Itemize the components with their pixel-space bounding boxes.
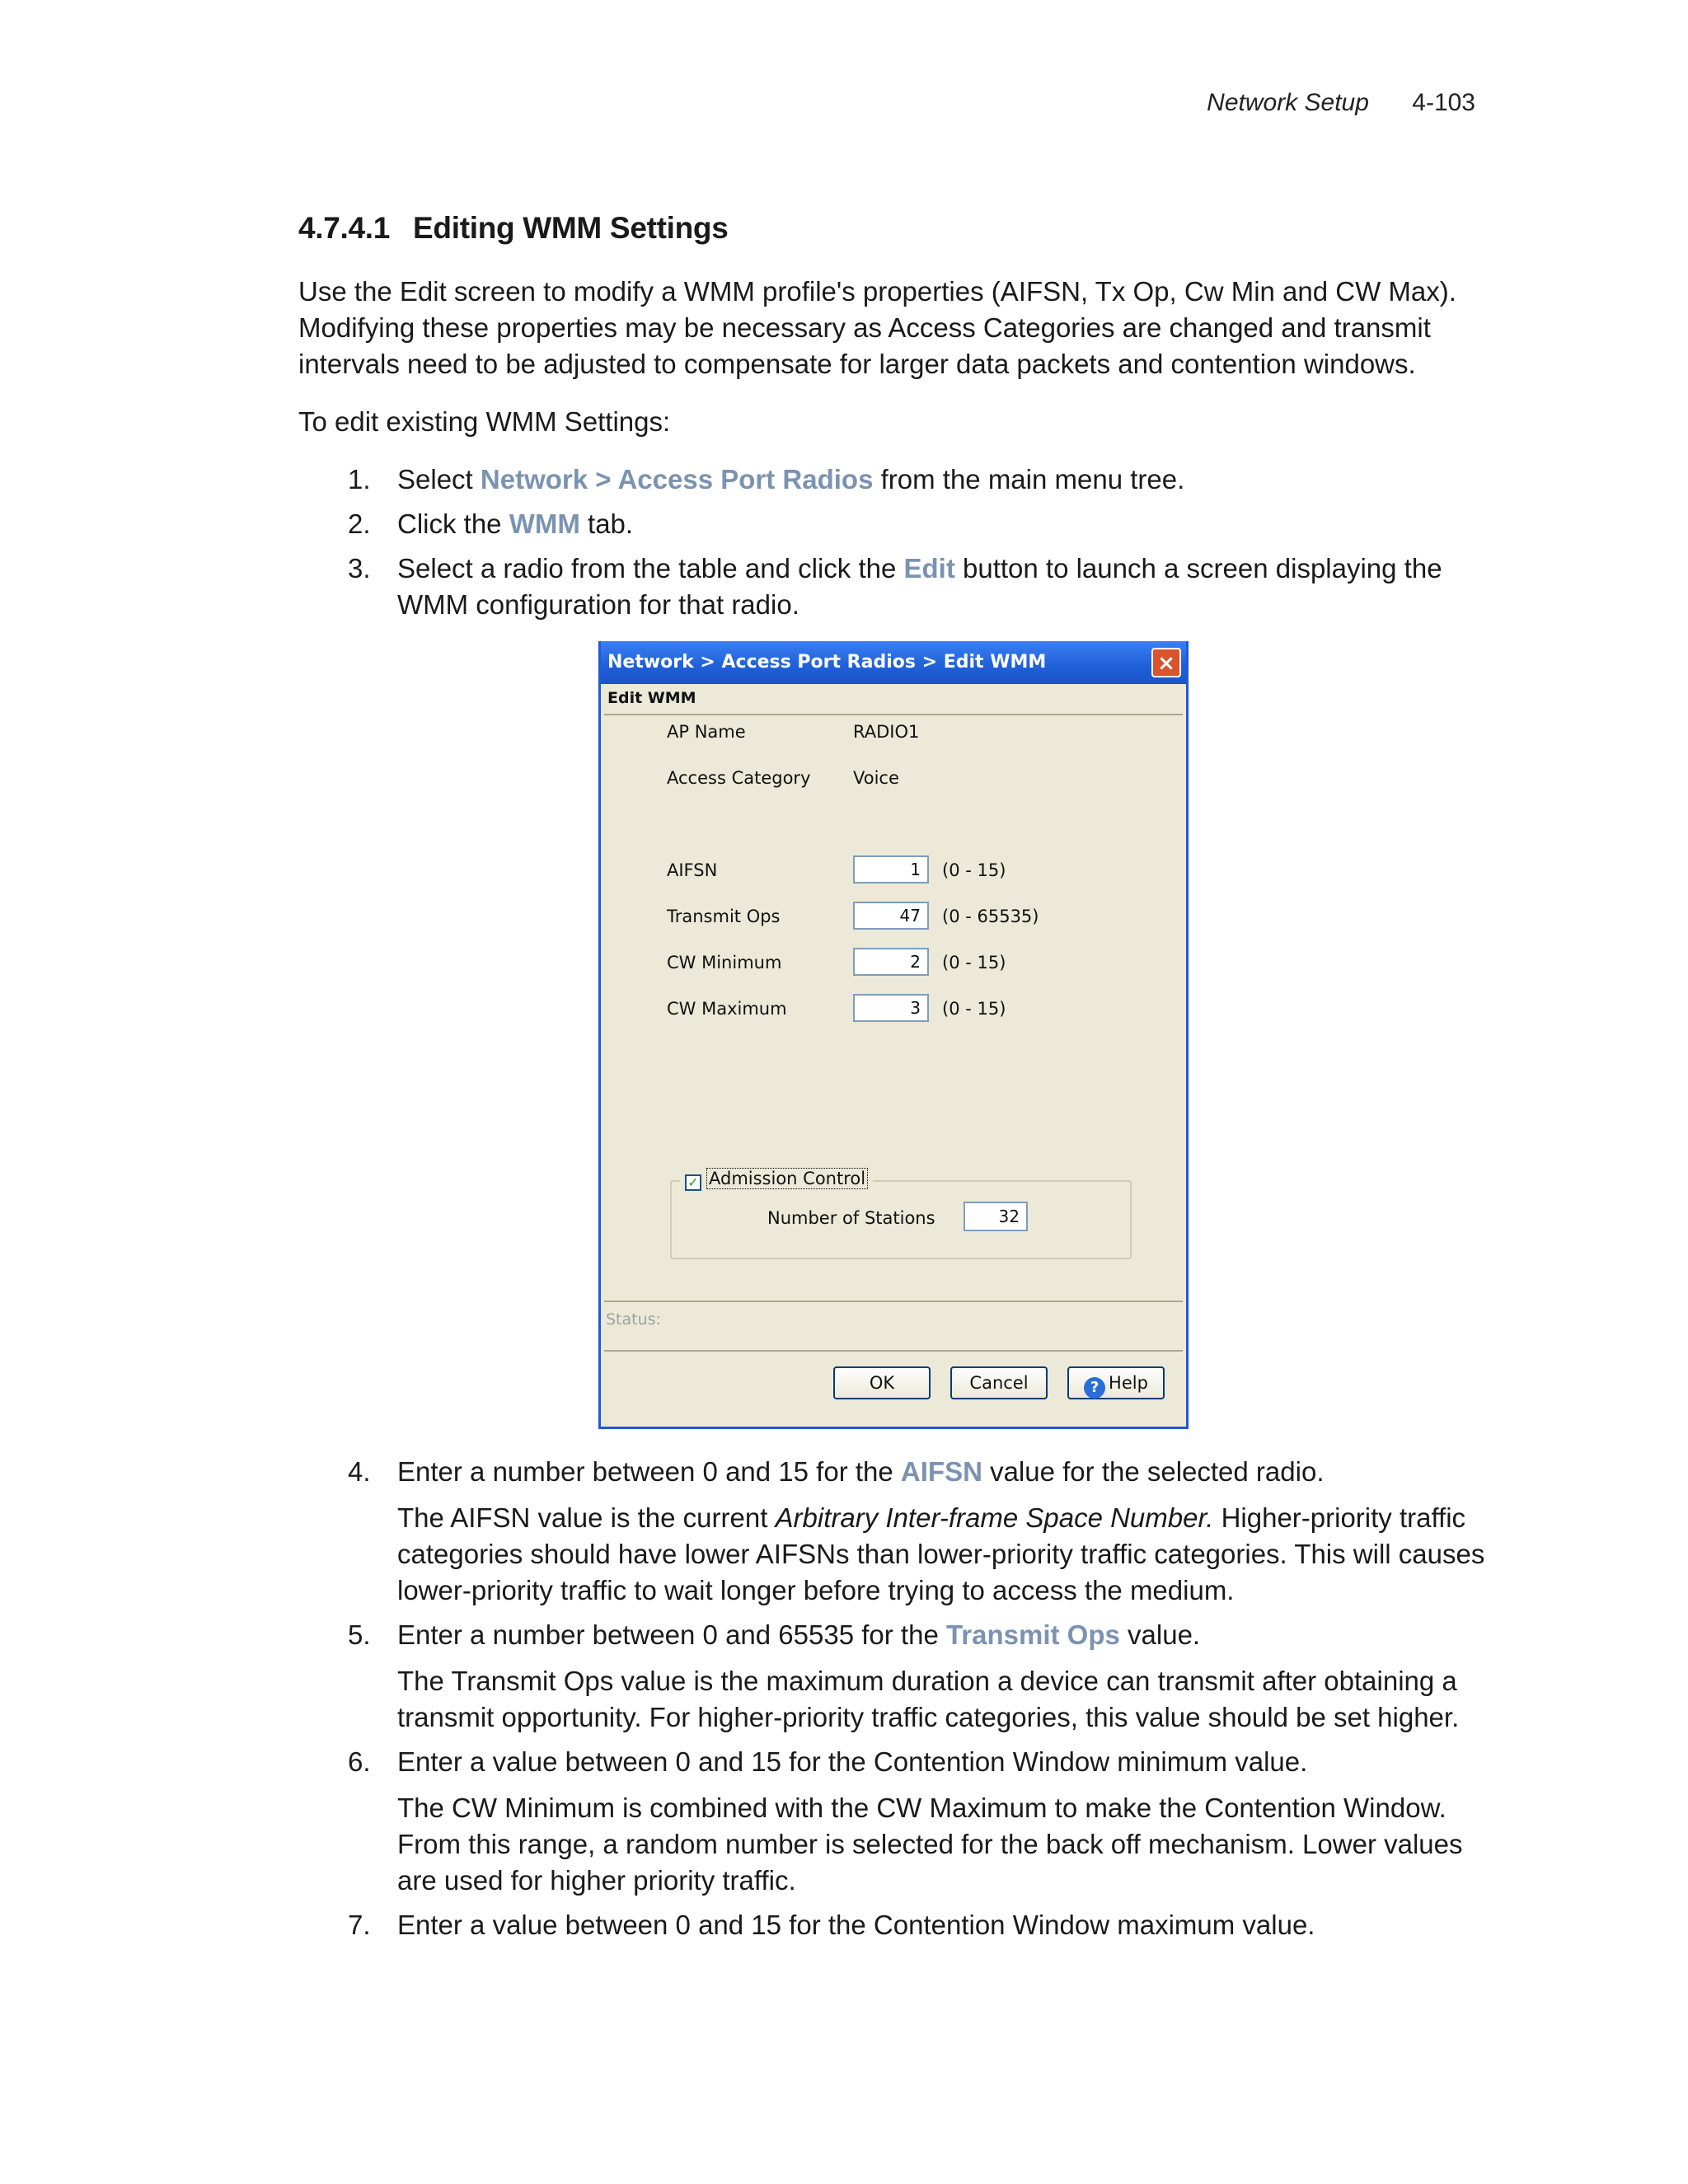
admission-control-legend	[680, 1169, 873, 1191]
transmit-ops-range: (0 - 65535)	[942, 907, 1039, 926]
step-2	[298, 506, 1493, 542]
step-text: value.	[1119, 1619, 1201, 1650]
step-number: 5.	[348, 1619, 371, 1650]
lead-paragraph: To edit existing WMM Settings:	[298, 406, 671, 437]
step-text: Enter a number between 0 and 15 for the	[397, 1456, 901, 1487]
section-number: 4.7.4.1	[298, 211, 391, 245]
close-icon[interactable]: ×	[1151, 648, 1181, 677]
term-italic: Arbitrary Inter-frame Space Number.	[775, 1502, 1214, 1533]
field-highlight: Transmit Ops	[945, 1619, 1120, 1650]
page-content	[298, 211, 1493, 1952]
access-category-value: Voice	[853, 768, 899, 788]
step-text: Enter a value between 0 and 15 for the Contention Window minimum value.	[397, 1746, 1308, 1777]
intro-paragraph: Use the Edit screen to modify a WMM profile's properties (AIFSN, Tx Op, Cw Min and CW Max). Modifying these properties may be necessary as Access Categories are changed and transmit intervals need to be adjusted to compensate for larger data packets and contention windows.	[298, 276, 1456, 379]
step-5-explanation: The Transmit Ops value is the maximum duration a device can transmit after obtaining a transmit opportunity. For higher-priority traffic categories, this value should be set higher.	[397, 1666, 1460, 1732]
explanation-text: The AIFSN value is the current	[397, 1502, 776, 1533]
button-highlight: Edit	[903, 553, 955, 583]
aifsn-range: (0 - 15)	[942, 860, 1006, 880]
step-7	[298, 1907, 1493, 1943]
panel-title: Edit WMM	[604, 684, 1183, 715]
step-text: Enter a number between 0 and 65535 for the	[397, 1619, 946, 1650]
status-divider	[604, 1301, 1183, 1302]
status-label: Status:	[606, 1310, 661, 1329]
cw-maximum-input[interactable]: 3	[853, 994, 929, 1022]
aifsn-label: AIFSN	[667, 860, 718, 880]
field-highlight: AIFSN	[900, 1456, 982, 1487]
step-1	[298, 462, 1493, 498]
cw-minimum-range: (0 - 15)	[942, 953, 1006, 972]
ap-name-label: AP Name	[667, 722, 746, 742]
step-text: Select a radio from the table and click the	[397, 553, 904, 583]
section-title: Editing WMM Settings	[413, 211, 729, 245]
transmit-ops-input[interactable]: 47	[853, 902, 929, 930]
step-number: 3.	[348, 553, 371, 583]
admission-control-checkbox[interactable]: ✓	[685, 1174, 701, 1191]
edit-wmm-dialog	[598, 641, 1189, 1429]
help-button[interactable]	[1067, 1366, 1165, 1399]
step-list-continued	[298, 1454, 1493, 1943]
step-list	[298, 462, 1493, 623]
ok-button[interactable]: OK	[833, 1366, 931, 1399]
stations-input[interactable]: 32	[964, 1202, 1028, 1231]
stations-label: Number of Stations	[767, 1208, 935, 1228]
step-text: tab.	[579, 509, 634, 539]
step-number: 4.	[348, 1456, 371, 1487]
tab-highlight: WMM	[509, 509, 580, 539]
step-3	[298, 551, 1493, 623]
help-label: Help	[1109, 1373, 1148, 1393]
header-section: Network Setup	[1207, 89, 1369, 116]
step-number: 6.	[348, 1746, 371, 1777]
menu-path-highlight: Network > Access Port Radios	[480, 464, 874, 494]
transmit-ops-label: Transmit Ops	[667, 907, 781, 926]
section-heading	[298, 211, 1493, 246]
admission-control-group	[670, 1169, 1132, 1259]
explanation-text: Higher-priority traffic categories should have lower AIFSNs than lower-priority traffic categories. This will causes lower-priority traffic to wait longer before trying to access the medium.	[397, 1502, 1485, 1605]
step-text: button to launch a screen displaying the WMM configuration for that radio.	[397, 553, 1442, 620]
step-text: from the main menu tree.	[873, 464, 1185, 494]
header-page-number: 4-103	[1412, 89, 1475, 116]
access-category-label: Access Category	[667, 768, 811, 788]
cw-minimum-label: CW Minimum	[667, 953, 782, 972]
step-text: Select	[397, 464, 481, 494]
button-divider	[604, 1350, 1183, 1352]
step-4	[298, 1454, 1493, 1609]
running-header	[1207, 89, 1475, 117]
step-6	[298, 1744, 1493, 1899]
cw-maximum-label: CW Maximum	[667, 999, 787, 1019]
cw-minimum-input[interactable]: 2	[853, 948, 929, 976]
step-4-explanation	[397, 1500, 1493, 1609]
dialog-title: Network > Access Port Radios > Edit WMM	[607, 652, 1047, 673]
admission-control-label[interactable]: Admission Control	[706, 1168, 868, 1189]
step-text: Enter a value between 0 and 15 for the Contention Window maximum value.	[397, 1910, 1315, 1940]
step-number: 2.	[348, 509, 371, 539]
step-6-explanation: The CW Minimum is combined with the CW Maximum to make the Contention Window. From this range, a random number is selected for the back off mechanism. Lower values are used for higher priority traffic.	[397, 1793, 1463, 1896]
cw-maximum-range: (0 - 15)	[942, 999, 1006, 1019]
step-text: value for the selected radio.	[982, 1456, 1325, 1487]
cancel-button[interactable]: Cancel	[950, 1366, 1048, 1399]
help-icon: ?	[1084, 1377, 1105, 1399]
ap-name-value: RADIO1	[853, 722, 920, 742]
aifsn-input[interactable]: 1	[853, 855, 929, 883]
step-text: Click the	[397, 509, 509, 539]
form-area	[601, 715, 1186, 1292]
step-number: 7.	[348, 1910, 371, 1940]
step-5	[298, 1617, 1493, 1736]
dialog-titlebar[interactable]	[601, 641, 1186, 684]
step-number: 1.	[348, 464, 371, 494]
